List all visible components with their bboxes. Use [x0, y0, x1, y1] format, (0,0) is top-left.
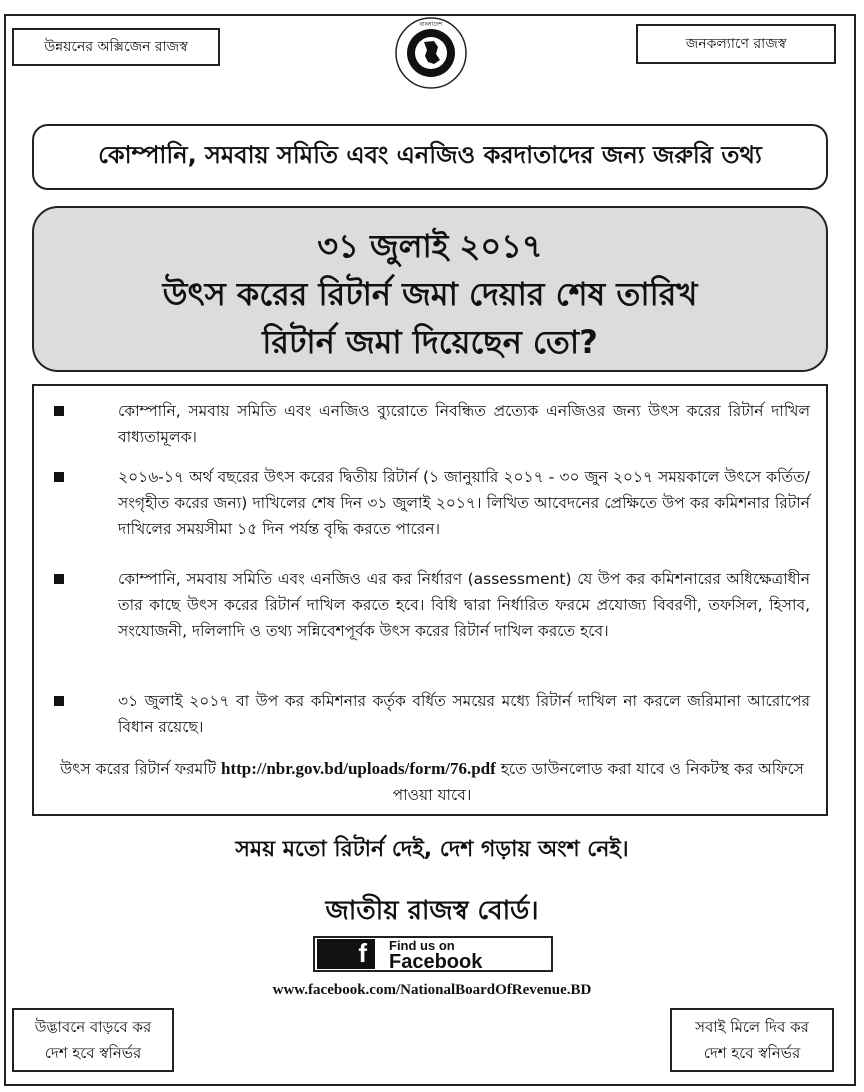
- bottom-right-line2: দেশ হবে স্বনির্ভর: [703, 1044, 801, 1062]
- bottom-right-slogan: [670, 1008, 834, 1072]
- list-item-text: কোম্পানি, সমবায় সমিতি এবং এনজিও এর কর নির্ধারণ (assessment) যে উপ কর কমিশনারের অধিক্ষেত্রাধীন তার কাছে উৎস করের রিটার্ন দাখিল করতে হবে। বিধি দ্বারা নির্ধারিত ফরমে প্রযোজ্য বিবরণী, তফসিল, হিসাব, সংযোজনী, দলিলাদি ও তথ্য সন্নিবেশপূর্বক উৎস করের রিটার্ন দাখিল করতে হবে।: [118, 570, 810, 640]
- content-box: [32, 384, 828, 816]
- headline-line-3: রিটার্ন জমা দিয়েছেন তো?: [262, 323, 598, 361]
- bottom-left-slogan: [12, 1008, 174, 1072]
- note-text-before: উৎস করের রিটার্ন ফরমটি: [60, 760, 222, 778]
- list-item: [54, 398, 810, 450]
- list-item: [54, 464, 810, 542]
- bottom-left-line1: উদ্ভাবনে বাড়বে কর: [34, 1018, 152, 1036]
- list-item: [54, 688, 810, 740]
- facebook-badge-text: [389, 938, 483, 973]
- bullet-square-icon: [54, 696, 64, 706]
- deadline-date: ৩১ জুলাই ২০১৭: [317, 227, 543, 265]
- facebook-icon: f: [317, 939, 375, 969]
- organization-name: জাতীয় রাজস্ব বোর্ড।: [325, 896, 539, 926]
- list-item-text: কোম্পানি, সমবায় সমিতি এবং এনজিও ব্যুরোতে নিবন্ধিত প্রত্যেক এনজিওর জন্য উৎস করের রিটার্ন দাখিল বাধ্যতামূলক।: [118, 402, 810, 446]
- list-item-text: ২০১৬-১৭ অর্থ বছরের উৎস করের দ্বিতীয় রিটার্ন (১ জানুয়ারি ২০১৭ - ৩০ জুন ২০১৭ সময়কালে উৎসে কর্তিত/সংগৃহীত করের জন্য) দাখিলের শেষ দিন ৩১ জুলাই ২০১৭। লিখিত আবেদনের প্রেক্ষিতে উপ কর কমিশনার রিটার্ন দাখিলের সময়সীমা ১৫ দিন পর্যন্ত বৃদ্ধি করতে পারেন।: [118, 468, 810, 538]
- bottom-left-line2: দেশ হবে স্বনির্ভর: [44, 1044, 142, 1062]
- facebook-badge-line2: Facebook: [389, 951, 483, 973]
- bullet-square-icon: [54, 406, 64, 416]
- download-note: [56, 756, 808, 808]
- form-download-link[interactable]: http://nbr.gov.bd/uploads/form/76.pdf: [221, 759, 496, 778]
- facebook-badge[interactable]: [313, 936, 553, 972]
- list-item-text: ৩১ জুলাই ২০১৭ বা উপ কর কমিশনার কর্তৃক বর্ধিত সময়ের মধ্যে রিটার্ন দাখিল না করলে জরিমানা আরোপের বিধান রয়েছে।: [118, 692, 810, 736]
- government-seal-icon: [394, 16, 468, 90]
- top-left-label: উন্নয়নের অক্সিজেন রাজস্ব: [12, 28, 220, 66]
- bullet-square-icon: [54, 472, 64, 482]
- svg-text:বাংলাদেশ: বাংলাদেশ: [419, 21, 443, 28]
- headline-line-2: উৎস করের রিটার্ন জমা দেয়ার শেষ তারিখ: [162, 275, 698, 313]
- top-right-label: জনকল্যাণে রাজস্ব: [636, 24, 836, 64]
- bottom-right-line1: সবাই মিলে দিব কর: [695, 1018, 809, 1036]
- facebook-badge-line1: Find us on: [389, 938, 455, 953]
- info-title: কোম্পানি, সমবায় সমিতি এবং এনজিও করদাতাদের জন্য জরুরি তথ্য: [32, 124, 828, 190]
- facebook-url[interactable]: www.facebook.com/NationalBoardOfRevenue.BD: [272, 982, 592, 998]
- bullet-square-icon: [54, 574, 64, 584]
- list-item: [54, 566, 810, 644]
- note-text-after: হতে ডাউনলোড করা যাবে ও নিকটস্থ কর অফিসে পাওয়া যাবে।: [392, 760, 804, 804]
- headline-box: [32, 206, 828, 372]
- slogan: সময় মতো রিটার্ন দেই, দেশ গড়ায় অংশ নেই।: [235, 837, 629, 862]
